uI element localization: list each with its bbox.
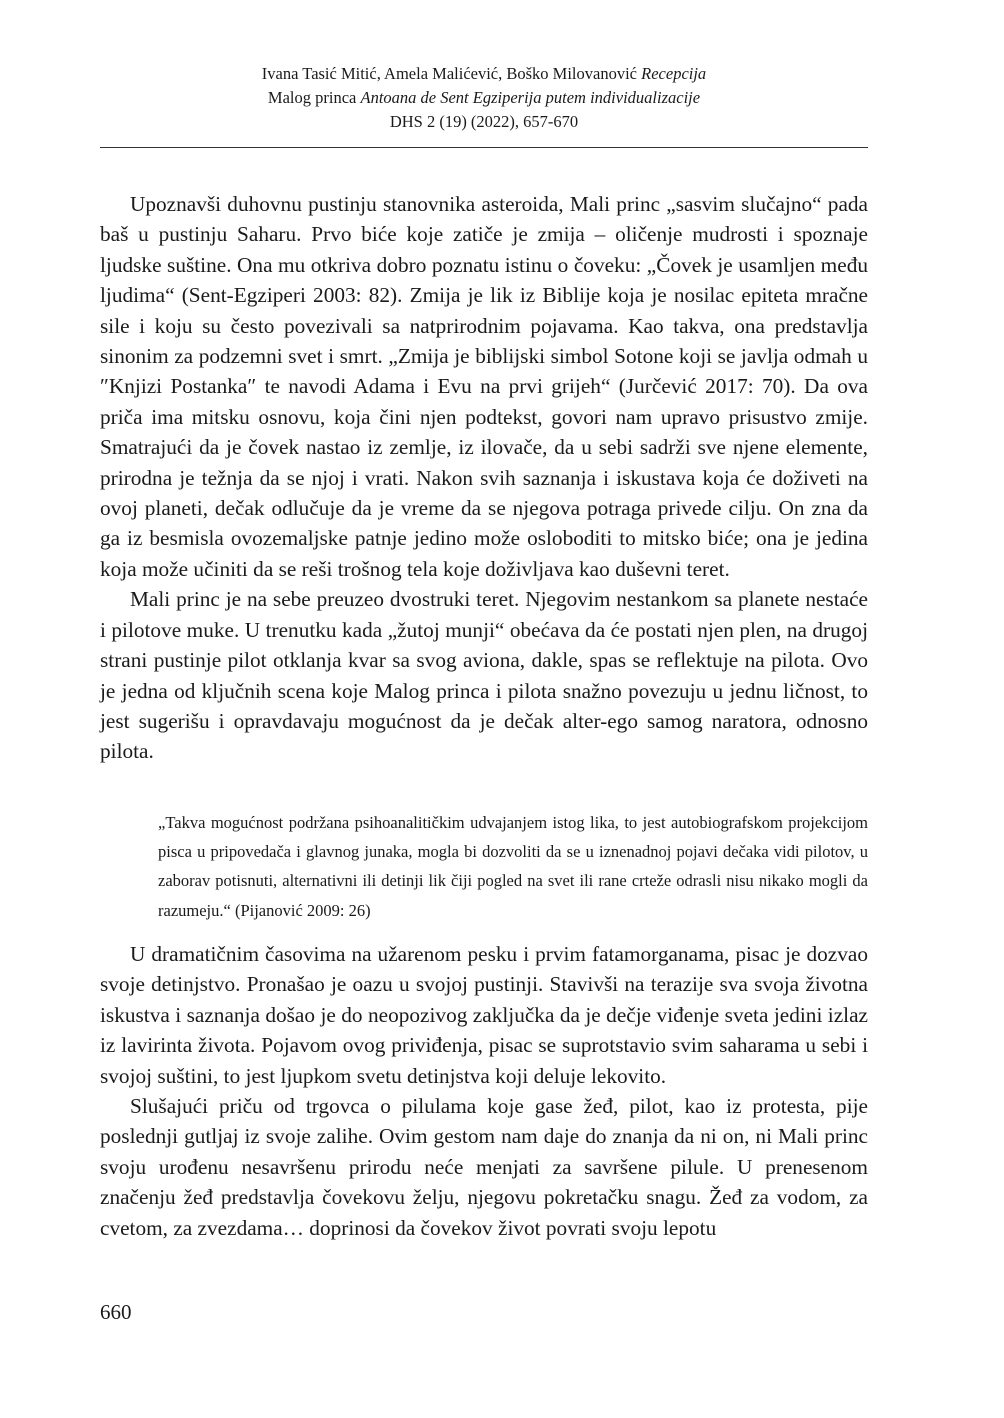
- paragraph-4: Slušajući priču od trgovca o pilulama koje gase žeđ, pilot, kao iz protesta, pije poslednji gutljaj iz svoje zalihe. Ovim gestom nam daje do znanja da ni on, ni Mali princ svoju urođenu nesavršenu prirodu neće menjati za savršene pilule. U prenesenom značenju žeđ predstavlja čovekovu želju, njegovu pokretačku snagu. Žeđ za vodom, za cvetom, za zvezdama… doprinosi da čovekov život povrati svoju lepotu: [100, 1094, 868, 1240]
- block-quote: „Takva mogućnost podržana psihoanalitičkim udvajanjem istog lika, to jest autobiografskom projekcijom pisca u pripovedača i glavnog junaka, mogla bi dozvoliti da se u iznenadnoj pojavi dečaka vidi pilotov, u zaborav potisnuti, alternativni ili detinji lik čiji pogled na svet ili rane crteže odrasli nisu nikako mogli da razumeju.“ (Pijanović 2009: 26): [158, 813, 868, 920]
- header-title-start: Recepcija: [641, 64, 707, 83]
- header-title-italic: Antoana de Sent Egziperija putem individualizacije: [360, 88, 701, 107]
- header-divider: [100, 147, 868, 148]
- main-text-after-quote: [100, 939, 868, 1243]
- header-title-plain: Malog princa: [267, 88, 361, 107]
- running-header: [100, 62, 868, 134]
- header-authors: Ivana Tasić Mitić, Amela Malićević, Boško Milovanović: [261, 64, 642, 83]
- page-number: 660: [100, 1300, 132, 1324]
- paragraph-2: Mali princ je na sebe preuzeo dvostruki teret. Njegovim nestankom sa planete nestaće i pilotove muke. U trenutku kada „žutoj munji“ obećava da će postati njen plen, na drugoj strani pustinje pilot otklanja kvar sa svog aviona, dakle, spas se reflektuje na pilota. Ovo je jedna od ključnih scena koje Malog princa i pilota snažno povezuju u jednu ličnost, to jest sugerišu i opravdavaju mogućnost da je dečak alter-ego samog naratora, odnosno pilota.: [100, 587, 868, 764]
- header-journal-citation: DHS 2 (19) (2022), 657-670: [389, 112, 579, 131]
- paragraph-3: U dramatičnim časovima na užarenom pesku i prvim fatamorganama, pisac je dozvao svoje detinjstvo. Pronašao je oazu u svojoj pustinji. Stavivši na terazije sva svoja životna iskustva i saznanja došao je do neopozivog zaključka da je dečje viđenje sveta jedini izlaz iz lavirinta života. Pojavom ovog priviđenja, pisac se suprotstavio svim saharama u sebi i svojoj suštini, to jest ljupkom svetu detinjstva koji deluje lekovito.: [100, 942, 868, 1088]
- paragraph-1: Upoznavši duhovnu pustinju stanovnika asteroida, Mali princ „sasvim slučajno“ pada baš u pustinju Saharu. Prvo biće koje zatiče je zmija – oličenje mudrosti i spoznaje ljudske suštine. Ona mu otkriva dobro poznatu istinu o čoveku: „Čovek je usamljen među ljudima“ (Sent-Egziperi 2003: 82). Zmija je lik iz Biblije koja je nosilac epiteta mračne sile i koju su često povezivali sa natprirodnim pojavama. Kao takva, ona predstavlja sinonim za podzemni svet i smrt. „Zmija je biblijski simbol Sotone koji se javlja odmah u ″Knjizi Postanka″ te navodi Adama i Evu na prvi grijeh“ (Jurčević 2017: 70). Da ova priča ima mitsku osnovu, koja čini njen podtekst, govori nam upravo prisustvo zmije. Smatrajući da je čovek nastao iz zemlje, iz ilovače, da u sebi sadrži sve njene elemente, prirodna je težnja da se njoj i vrati. Nakon svih saznanja i iskustava koja će doživeti na ovoj planeti, dečak odlučuje da je vreme da se njegova potraga privede cilju. On zna da ga iz besmisla ovozemaljske patnje jedino može osloboditi to mitsko biće; ona je jedina koja može učiniti da se reši trošnog tela koje doživljava kao duševni teret.: [100, 192, 868, 581]
- header-line-1: [100, 62, 868, 86]
- main-text-before-quote: [100, 189, 868, 767]
- header-line-2: [100, 86, 868, 110]
